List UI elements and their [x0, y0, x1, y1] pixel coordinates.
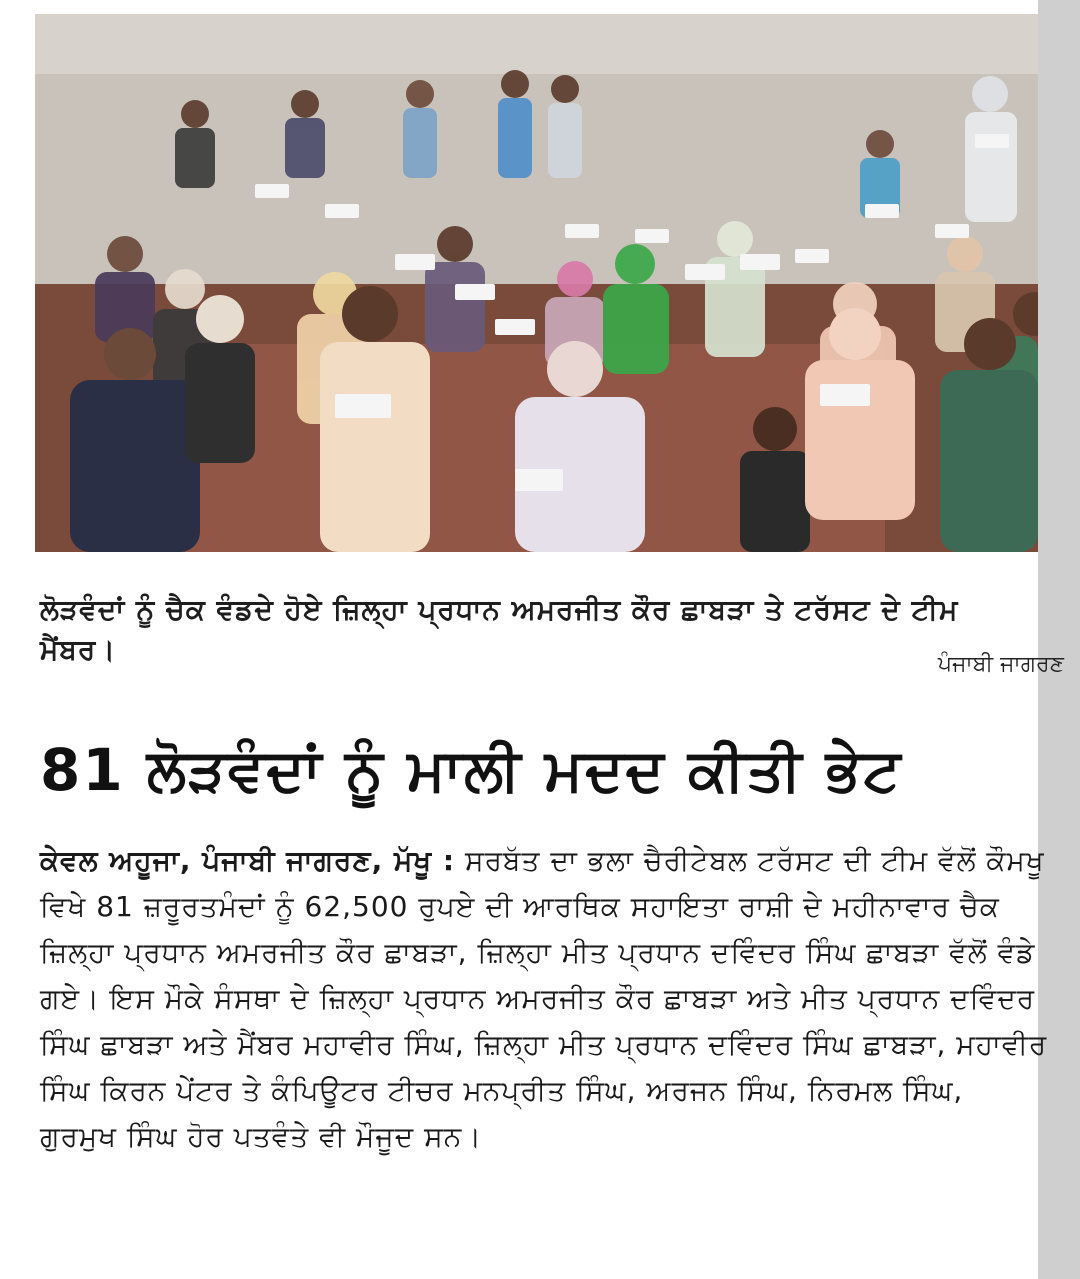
article-text: ਸਰਬੱਤ ਦਾ ਭਲਾ ਚੈਰੀਟੇਬਲ ਟਰੱਸਟ ਦੀ ਟੀਮ ਵੱਲੋਂ ਕੌਮਖੂ ਵਿਖੇ 81 ਜ਼ਰੂਰਤਮੰਦਾਂ ਨੂੰ 62,500 ਰੁਪਏ ਦੀ ਆਰਥਿਕ ਸਹਾਇਤਾ ਰਾਸ਼ੀ ਦੇ ਮਹੀਨਾਵਾਰ ਚੈਕ ਜ਼ਿਲ੍ਹਾ ਪ੍ਰਧਾਨ ਅਮਰਜੀਤ ਕੌਰ ਛਾਬੜਾ, ਜ਼ਿਲ੍ਹਾ ਮੀਤ ਪ੍ਰਧਾਨ ਦਵਿੰਦਰ ਸਿੰਘ ਛਾਬੜਾ ਵੱਲੋਂ ਵੰਡੇ ਗਏ। ਇਸ ਮੌਕੇ ਸੰਸਥਾ ਦੇ ਜ਼ਿਲ੍ਹਾ ਪ੍ਰਧਾਨ ਅਮਰਜੀਤ ਕੌਰ ਛਾਬੜਾ ਅਤੇ ਮੀਤ ਪ੍ਰਧਾਨ ਦਵਿੰਦਰ ਸਿੰਘ ਛਾਬੜਾ ਅਤੇ ਮੈਂਬਰ ਮਹਾਵੀਰ ਸਿੰਘ, ਜ਼ਿਲ੍ਹਾ ਮੀਤ ਪ੍ਰਧਾਨ ਦਵਿੰਦਰ ਸਿੰਘ ਛਾਬੜਾ, ਮਹਾਵੀਰ ਸਿੰਘ ਕਿਰਨ ਪੇਂਟਰ ਤੇ ਕੰਪਿਊਟਰ ਟੀਚਰ ਮਨਪ੍ਰੀਤ ਸਿੰਘ, ਅਰਜਨ ਸਿੰਘ, ਨਿਰਮਲ ਸਿੰਘ, ਗੁਰਮੁਖ ਸਿੰਘ ਹੋਰ ਪਤਵੰਤੇ ਵੀ ਮੌਜੂਦ ਸਨ।	[40, 844, 1048, 1153]
caption-text: ਲੋੜਵੰਦਾਂ ਨੂੰ ਚੈਕ ਵੰਡਦੇ ਹੋਏ ਜ਼ਿਲ੍ਹਾ ਪ੍ਰਧਾਨ ਅਮਰਜੀਤ ਕੌਰ ਛਾਬੜਾ ਤੇ ਟਰੱਸਟ ਦੇ ਟੀਮ ਮੈਂਬਰ।	[40, 593, 959, 666]
article-headline: 81 ਲੋੜਵੰਦਾਂ ਨੂੰ ਮਾਲੀ ਮਦਦ ਕੀਤੀ ਭੇਟ	[40, 736, 903, 804]
photo-credit: ਪੰਜਾਬੀ ਜਾਗਰਣ	[937, 652, 1064, 677]
article-body	[40, 838, 1050, 1160]
article-dateline: ਕੇਵਲ ਅਹੂਜਾ, ਪੰਜਾਬੀ ਜਾਗਰਣ, ਮੱਖੂ :	[40, 844, 456, 877]
news-photo	[35, 14, 1038, 552]
